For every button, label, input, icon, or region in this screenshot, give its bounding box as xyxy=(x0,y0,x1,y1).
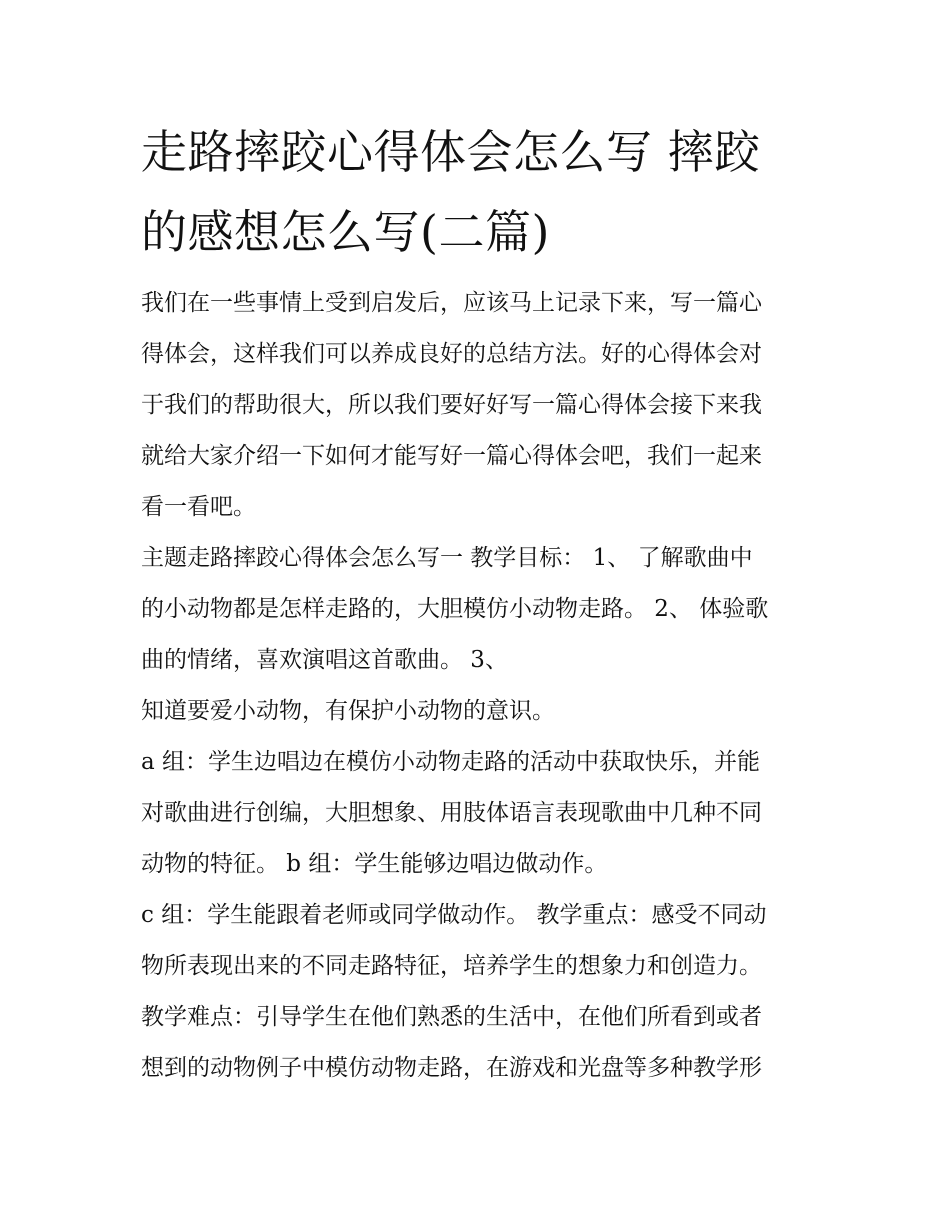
body-line: a 组：学生边唱边在模仿小动物走路的活动中获取快乐，并能 xyxy=(141,749,761,775)
body-line: 我们在一些事情上受到启发后，应该马上记录下来，写一篇心 xyxy=(141,290,762,316)
body-line: 得体会，这样我们可以养成良好的总结方法。好的心得体会对 xyxy=(141,341,762,367)
body-line: 的小动物都是怎样走路的，大胆模仿小动物走路。 2、 体验歌 xyxy=(141,596,769,622)
document-content xyxy=(141,112,813,1094)
body-line: 动物的特征。 b 组：学生能够边唱边做动作。 xyxy=(141,851,608,877)
body-line: 想到的动物例子中模仿动物走路，在游戏和光盘等多种教学形 xyxy=(141,1055,762,1081)
document-title xyxy=(141,112,813,272)
document-body xyxy=(141,278,813,1094)
body-line: 物所表现出来的不同走路特征，培养学生的想象力和创造力。 xyxy=(141,953,762,979)
body-line: 就给大家介绍一下如何才能写好一篇心得体会吧，我们一起来 xyxy=(141,443,762,469)
body-line: 主题走路摔跤心得体会怎么写一 教学目标： 1、 了解歌曲中 xyxy=(141,545,753,571)
body-line: 知道要爱小动物，有保护小动物的意识。 xyxy=(141,698,555,724)
body-line: 于我们的帮助很大，所以我们要好好写一篇心得体会接下来我 xyxy=(141,392,762,418)
body-line: 看一看吧。 xyxy=(141,494,256,520)
body-line: c 组：学生能跟着老师或同学做动作。 教学重点：感受不同动 xyxy=(141,902,767,928)
body-line: 曲的情绪，喜欢演唱这首歌曲。 3、 xyxy=(141,647,508,673)
title-line: 的感想怎么写(二篇) xyxy=(141,205,550,259)
body-line: 对歌曲进行创编，大胆想象、用肢体语言表现歌曲中几种不同 xyxy=(141,800,762,826)
title-line: 走路摔跤心得体会怎么写 摔跤 xyxy=(141,125,761,179)
body-line: 教学难点：引导学生在他们熟悉的生活中，在他们所看到或者 xyxy=(141,1004,762,1030)
